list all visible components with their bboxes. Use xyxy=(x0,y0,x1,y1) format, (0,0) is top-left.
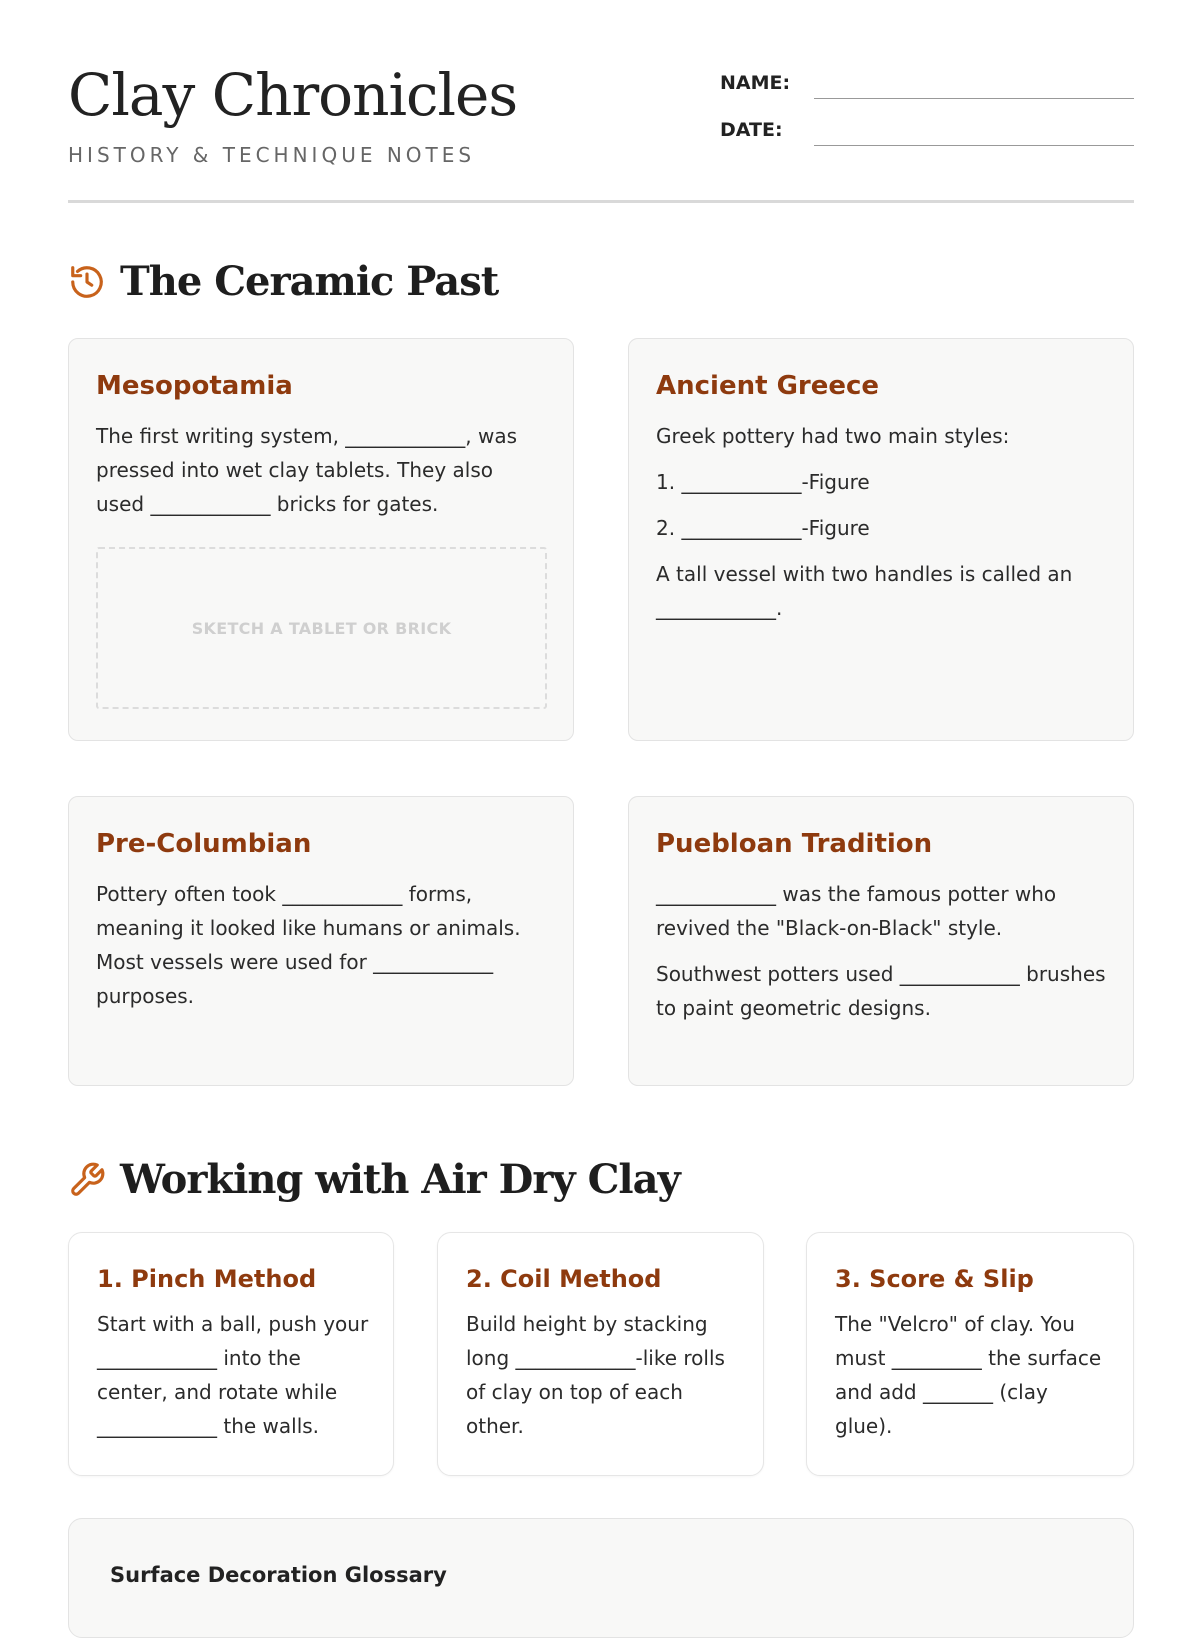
date-line[interactable] xyxy=(814,145,1134,146)
card-ancient-greece xyxy=(628,338,1134,741)
header-divider xyxy=(68,200,1134,203)
card-text: ____________ was the famous potter who revived the "Black-on-Black" style. xyxy=(656,882,1057,940)
step-text: Build height by stacking long ____________-like rolls of clay on top of each other. xyxy=(466,1312,725,1438)
card-mesopotamia xyxy=(68,338,574,741)
card-pre-columbian xyxy=(68,796,574,1086)
step-text: Start with a ball, push your ____________ into the center, and rotate while ____________ the walls. xyxy=(97,1312,369,1438)
step-title: 1. Pinch Method xyxy=(97,1265,317,1293)
step-card-score-slip xyxy=(806,1232,1134,1476)
sketch-area[interactable] xyxy=(96,547,547,709)
card-title: Puebloan Tradition xyxy=(656,829,933,859)
step-card-coil-method xyxy=(437,1232,764,1476)
sketch-label: SKETCH A TABLET OR BRICK xyxy=(191,618,452,638)
name-label: NAME: xyxy=(720,72,791,94)
card-title: Mesopotamia xyxy=(96,371,293,401)
step-text: The "Velcro" of clay. You must _________ the surface and add _______ (clay glue). xyxy=(835,1312,1102,1438)
worksheet-page xyxy=(68,0,1134,1587)
page-title: Clay Chronicles xyxy=(68,61,518,129)
worksheet-header xyxy=(68,0,1134,203)
step-card-pinch-method xyxy=(68,1232,394,1476)
card-title: Ancient Greece xyxy=(656,371,880,401)
card-puebloan-tradition xyxy=(628,796,1134,1086)
card-text: A tall vessel with two handles is called an ____________. xyxy=(656,562,1073,620)
card-text: 2. ____________-Figure xyxy=(656,516,870,540)
section-title: The Ceramic Past xyxy=(120,258,499,305)
date-label: DATE: xyxy=(720,119,783,141)
section-title: Working with Air Dry Clay xyxy=(120,1156,680,1203)
card-text: Pottery often took ____________ forms, meaning it looked like humans or animals. Most vessels were used for ____________ purposes. xyxy=(96,882,521,1008)
card-text: The first writing system, ____________, was pressed into wet clay tablets. They also used ____________ bricks for gates. xyxy=(96,424,518,516)
section-heading-air-dry-clay xyxy=(68,1156,680,1203)
name-line[interactable] xyxy=(814,98,1134,99)
step-title: 2. Coil Method xyxy=(466,1265,662,1293)
step-title: 3. Score & Slip xyxy=(835,1265,1034,1293)
card-text: Greek pottery had two main styles: xyxy=(656,424,1010,448)
name-field[interactable] xyxy=(720,70,1134,100)
glossary-panel xyxy=(68,1518,1134,1638)
history-icon xyxy=(68,263,106,301)
section-heading-ceramic-past xyxy=(68,258,498,305)
glossary-title: Surface Decoration Glossary xyxy=(110,1563,447,1587)
card-text: Southwest potters used ____________ brushes to paint geometric designs. xyxy=(656,962,1106,1020)
date-field[interactable] xyxy=(720,117,1134,147)
card-text: 1. ____________-Figure xyxy=(656,470,870,494)
wrench-icon xyxy=(68,1161,106,1199)
card-title: Pre-Columbian xyxy=(96,829,312,859)
page-subtitle: HISTORY & TECHNIQUE NOTES xyxy=(68,143,476,167)
